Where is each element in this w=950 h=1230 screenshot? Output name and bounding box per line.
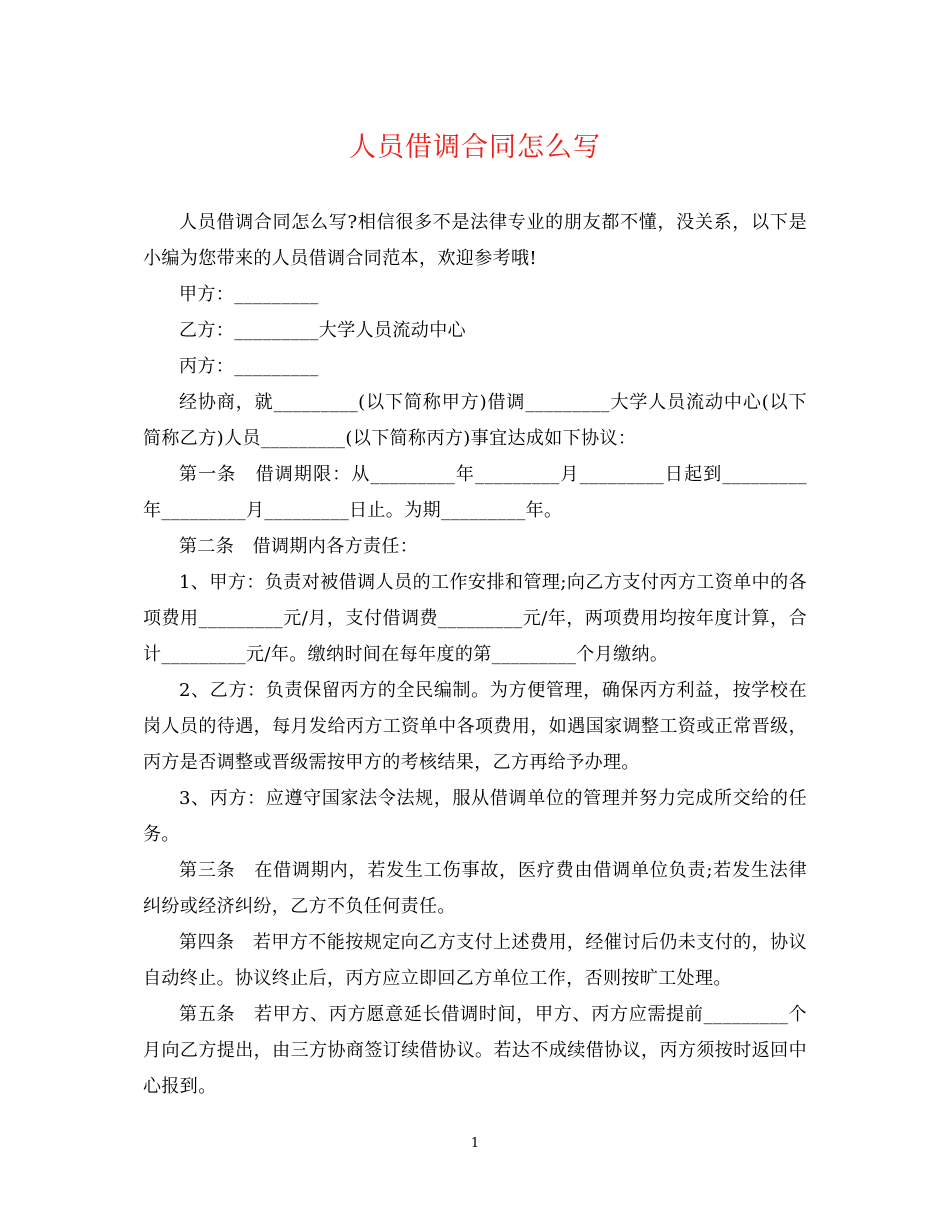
intro-paragraph: 人员借调合同怎么写?相信很多不是法律专业的朋友都不懂，没关系，以下是小编为您带来的人员借调合同范本，欢迎参考哦! [143, 212, 807, 269]
page-number: 1 [470, 1136, 480, 1151]
article-2-heading: 第二条 借调期内各方责任： [179, 536, 419, 557]
party-c-line: 丙方：_________ [179, 356, 319, 377]
article-1: 第一条 借调期限：从_________年_________月_________日起到_________年_________月_________日止。为期_________年。 [143, 464, 807, 521]
document-body [143, 205, 807, 1105]
party-b-line: 乙方：_________大学人员流动中心 [179, 320, 466, 341]
party-a-line: 甲方：_________ [179, 284, 319, 305]
article-2-party-c: 3、丙方：应遵守国家法令法规，服从借调单位的管理并努力完成所交给的任务。 [143, 788, 807, 845]
agreement-preamble: 经协商，就_________(以下简称甲方)借调_________大学人员流动中心(以下简称乙方)人员_________(以下简称丙方)事宜达成如下协议： [143, 392, 807, 449]
document-title: 人员借调合同怎么写 [349, 132, 601, 163]
article-2-party-b: 2、乙方：负责保留丙方的全民编制。为方便管理，确保丙方利益，按学校在岗人员的待遇，每月发给丙方工资单中各项费用，如遇国家调整工资或正常晋级，丙方是否调整或晋级需按甲方的考核结果，乙方再给予办理。 [143, 680, 807, 773]
article-4: 第四条 若甲方不能按规定向乙方支付上述费用，经催讨后仍未支付的，协议自动终止。协议终止后，丙方应立即回乙方单位工作，否则按旷工处理。 [143, 932, 807, 989]
article-2-party-a: 1、甲方：负责对被借调人员的工作安排和管理;向乙方支付丙方工资单中的各项费用_________元/月，支付借调费_________元/年，两项费用均按年度计算，合计_________元/年。缴纳时间在每年度的第_________个月缴纳。 [143, 572, 807, 665]
article-3: 第三条 在借调期内，若发生工伤事故，医疗费由借调单位负责;若发生法律纠纷或经济纠纷，乙方不负任何责任。 [143, 860, 807, 917]
article-5: 第五条 若甲方、丙方愿意延长借调时间，甲方、丙方应需提前_________个月向乙方提出，由三方协商签订续借协议。若达不成续借协议，丙方须按时返回中心报到。 [143, 1004, 807, 1097]
